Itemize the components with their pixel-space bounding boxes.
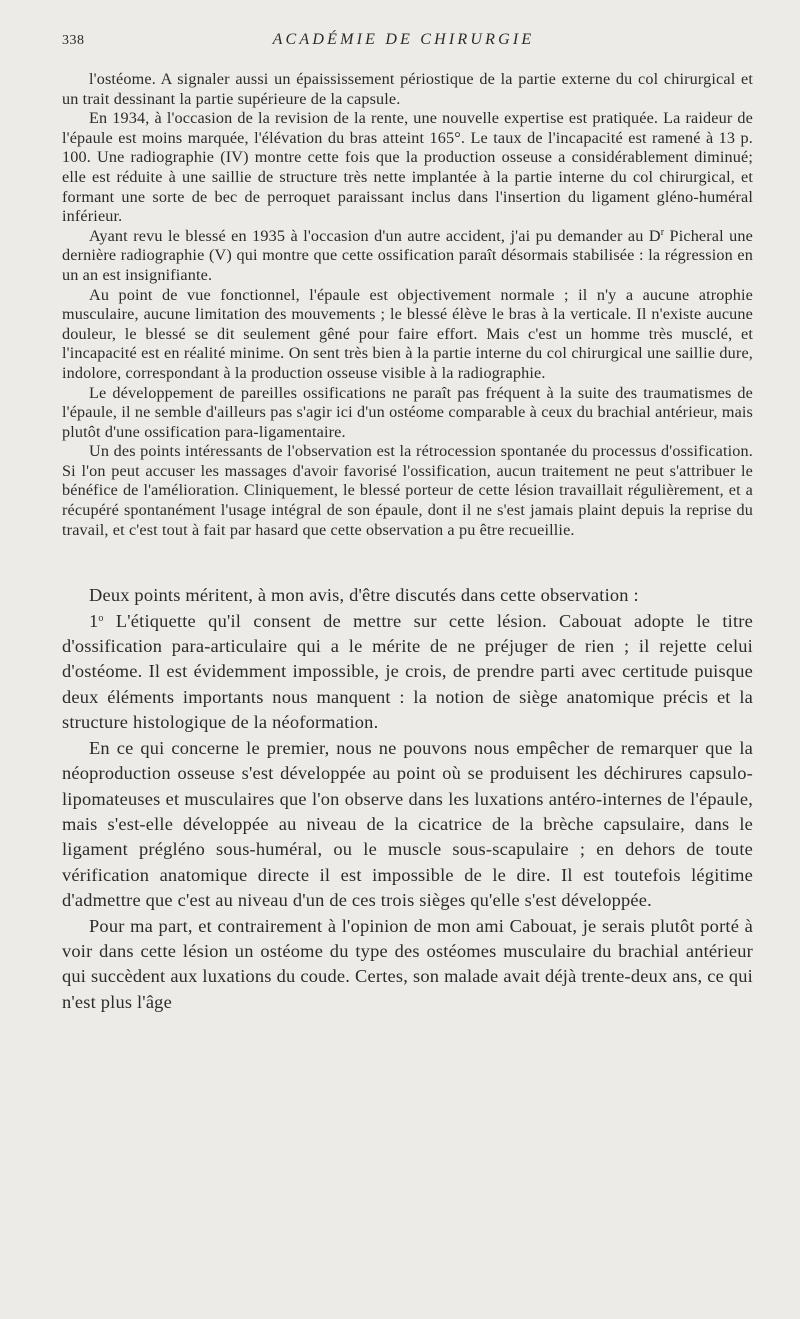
- paragraph: Deux points méritent, à mon avis, d'être discutés dans cette observation :: [89, 585, 639, 606]
- paragraph: En ce qui concerne le premier, nous ne pouvons nous empêcher de remarquer que la néoproduction osseuse s'est développée au point où se produisent les déchirures capsulo-lipomateuses et musculaires que l'on observe dans les luxations antéro-internes de l'épaule, mais s'est-elle développée au niveau de la cicatrice de la brèche capsulaire, dans le ligament prégléno sous-huméral, ou le muscle sous-scapulaire ; en dehors de toute vérification anatomique directe il est impossible de le dire. Il est toutefois légitime d'admettre que c'est au niveau d'un de ces trois sièges qu'elle s'est développée.: [62, 737, 753, 911]
- text-run: Picheral une dernière radiographie (V) qui montre que cette ossification paraît désormais stabilisée : la régression en un an est insignifiante.: [62, 226, 754, 284]
- paragraph: [62, 227, 753, 286]
- list-number: 1: [89, 610, 99, 631]
- superscript: r: [660, 226, 665, 238]
- journal-title: ACADÉMIE DE CHIRURGIE: [272, 31, 535, 48]
- paragraph: En 1934, à l'occasion de la revision de la rente, une nouvelle expertise est pratiquée. La raideur de l'épaule est moins marquée, l'élévation du bras atteint 165°. Le taux de l'incapacité est ramené à 13 p. 100. Une radiographie (IV) montre cette fois que la production osseuse a considérablement diminué; elle est réduite à une saillie de structure très nette implantée à la partie interne du col chirurgical, et formant une sorte de bec de perroquet paraissant inclus dans l'insertion du ligament gléno-huméral inférieur.: [62, 109, 753, 226]
- paragraph: Un des points intéressants de l'observation est la rétrocession spontanée du processus d'ossification. Si l'on peut accuser les massages d'avoir favorisé l'ossification, aucun traitement ne peut s'attribuer le bénéfice de l'amélioration. Cliniquement, le blessé porteur de cette lésion travaillait régulièrement, et a récupéré spontanément l'usage intégral de son épaule, dont il ne s'est jamais plaint depuis la reprise du travail, et c'est tout à fait par hasard que cette observation a pu être recueillie.: [62, 442, 753, 539]
- discussion-section: [62, 583, 753, 1015]
- paragraph: Le développement de pareilles ossifications ne paraît pas fréquent à la suite des traumatismes de l'épaule, il ne semble d'ailleurs pas s'agir ici d'un ostéome comparable à ceux du brachial antérieur, mais plutôt d'une ossification para-ligamentaire.: [62, 383, 753, 441]
- page-number: 338: [62, 33, 85, 48]
- paragraph: Au point de vue fonctionnel, l'épaule est objectivement normale ; il n'y a aucune atrophie musculaire, aucune limitation des mouvements ; le blessé élève le bras à la verticale. Il n'existe aucune douleur, le blessé se dit seulement gêné pour faire effort. Mais c'est un homme très musclé, et l'incapacité est en réalité minime. On sent très bien à la partie interne du col chirurgical une saillie dure, indolore, correspondant à la production osseuse visible à la radiographie.: [62, 285, 753, 382]
- text-run: L'étiquette qu'il consent de mettre sur cette lésion. Cabouat adopte le titre d'ossification para-articulaire qui a le mérite de ne préjuger de rien ; il rejette celui d'ostéome. Il est évidemment impossible, je crois, de prendre parti avec certitude puisque deux éléments importants nous manquent : la notion de siège anatomique précis et la structure histologique de la néoformation.: [62, 610, 753, 733]
- paragraph: l'ostéome. A signaler aussi un épaississement périostique de la partie externe du col chirurgical et un trait dessinant la partie supérieure de la capsule.: [62, 70, 753, 108]
- running-header: [62, 0, 753, 61]
- paragraph: Pour ma part, et contrairement à l'opinion de mon ami Cabouat, je serais plutôt porté à voir dans cette lésion un ostéome du type des ostéomes musculaire du brachial antérieur qui succèdent aux luxations du coude. Certes, son malade avait déjà trente-deux ans, ce qui n'est plus l'âge: [62, 915, 753, 1012]
- text-run: Ayant revu le blessé en 1935 à l'occasion d'un autre accident, j'ai pu demander au D: [89, 226, 661, 245]
- observation-section: [62, 70, 753, 540]
- paragraph: [62, 609, 753, 736]
- superscript: o: [98, 612, 104, 624]
